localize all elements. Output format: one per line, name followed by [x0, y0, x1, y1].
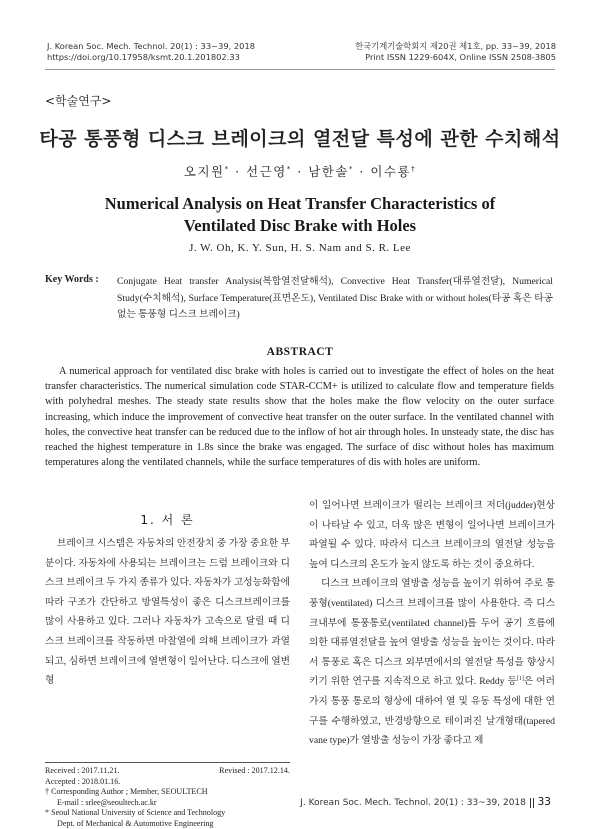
author-separator: · [291, 164, 309, 179]
author-name: 선근영 [246, 164, 287, 179]
footer-separator [530, 798, 531, 808]
title-korean: 타공 통풍형 디스크 브레이크의 열전달 특성에 관한 수치해석 [39, 128, 561, 150]
revised-date: Revised : 2017.12.14. [219, 766, 290, 775]
section-heading-introduction: 1. 서 론 [140, 513, 195, 527]
body-text-left-column: 브레이크 시스템은 자동차의 안전장치 중 가장 중요한 부분이다. 자동차에 사용되는 브레이크는 드럼 브레이크와 디스크 브레이크 두 가지 종류가 있다. 자동차가 고성능화함에 따라 구조가 간단하고 방열특성이 좋은 디스크브레이크를 많이 사용하고 있다. 그러나 자동차가 고속으로 달릴 때 디스크 브레이크를 작동하면 마찰열에 의해 브레이크가 과열되고, 심하면 브레이크에 열변형이 일어난다. 디스크에 열변형 [45, 538, 290, 687]
body-text-right-column [309, 496, 555, 751]
author-name: 오지원 [183, 164, 225, 179]
header-divider [45, 69, 555, 70]
running-header-right [355, 41, 556, 63]
author-name: 남한솔 [308, 164, 349, 179]
accepted-date: Accepted : 2018.01.16. [45, 776, 121, 786]
title-english-line: Numerical Analysis on Heat Transfer Characteristics of [104, 194, 496, 213]
footer-separator [533, 798, 534, 808]
received-date [45, 766, 290, 776]
authors-korean [0, 162, 600, 180]
author-separator: · [353, 164, 371, 179]
title-english-line: Ventilated Disc Brake with Holes [183, 216, 417, 235]
footer-journal: J. Korean Soc. Mech. Technol. 20(1) : 33~39, 2018 [300, 798, 526, 808]
running-header-left [47, 41, 255, 63]
abstract-heading: ABSTRACT [266, 346, 334, 358]
author-separator: · [229, 164, 247, 179]
doi-link[interactable]: https://doi.org/10.17958/ksmt.20.1.201802.33 [47, 52, 240, 62]
paragraph: 이 일어나면 브레이크가 떨리는 브레이크 저더(judder)현상이 나타날 수 있고, 더욱 많은 변형이 일어나면 브레이크가 파열될 수 있다. 따라서 디스크 브레이크의 열전달 성능을 높여 디스크의 온도가 높지 않도록 하는 것이 중요하다. [309, 500, 555, 570]
paragraph-text: 은 여러 가지 통풍 통로의 형상에 대하여 열 및 유동 특성에 대한 연구를 수행하였고, 반경방향으로 테이퍼진 날개형태(tapered vane type)가 열방출 성능이 가장 좋다고 제 [309, 676, 555, 747]
keywords-label: Key Words : [45, 274, 99, 285]
author-mark: * [348, 164, 354, 173]
issn-line: Print ISSN 1229-604X, Online ISSN 2508-3805 [365, 52, 556, 62]
footnote-divider [45, 762, 290, 763]
authors-english: J. W. Oh, K. Y. Sun, H. S. Nam and S. R. Lee [189, 242, 411, 254]
paragraph [309, 574, 555, 750]
title-english [0, 193, 600, 237]
author-mark: * [286, 164, 292, 173]
author-mark: * [224, 164, 230, 173]
received-label: Received : 2017.11.21. [45, 766, 120, 775]
citation-ref[interactable]: [1] [516, 676, 524, 683]
abstract-body: A numerical approach for ventilated disc brake with holes is carried out to investigate the effect of holes on the heat transfer characteristics. The numerical simulation code STAR-CCM+ is utilized to calculate flow and temperature fields with polyhedral meshes. The steady state results show that the holes make the flow velocity on the outer surface increasing, which induce the improvement of convective heat transfer on the outer surface. In the ventilated channel with holes, the convective heat transfer can be reduced due to the inflow of hot air through holes. In unsteady state, the disc has reached the highest temperature in 1.8s since the brake was engaged. The surface of disc without holes has maximum temperatures along the ventilated channels, while the surface temperatures of dis with holes are uniform. [45, 366, 554, 469]
keywords-text: Conjugate Heat transfer Analysis(복합열전달해석), Convective Heat Transfer(대류열전달), Numerical Study(수치해석), Surface Temperature(표면온도), Ventilated Disc Brake with or without holes(타공 혹은 타공 없는 통풍형 디스크 브레이크) [117, 276, 553, 320]
author-email[interactable]: E-mail : srlee@seoultech.ac.kr [57, 797, 157, 807]
corresponding-author-note: † Corresponding Author ; Member, SEOULTECH [45, 787, 208, 796]
affiliation-department: Dept. of Mechanical & Automotive Engineering [57, 818, 214, 828]
page-number: 33 [537, 796, 551, 808]
section-tag: <학술연구> [45, 94, 112, 108]
journal-citation-korean: 한국기계기술학회지 제20권 제1호, pp. 33~39, 2018 [355, 41, 556, 51]
author-mark: † [411, 164, 417, 173]
paragraph-text: 디스크 브레이크의 열방출 성능을 높이기 위하여 주로 통풍형(ventilated) 디스크 브레이크를 많이 사용한다. 즉 디스크내부에 통풍통로(ventilated channel)를 두어 공기 흐름에 의한 대류열전달을 높여 열방출 성능을 높이는 것이다. 따라서 통풍로 혹은 디스크 외부면에서의 열전달 특성을 향상시키기 위한 연구를 지속적으로 하고 있다. Reddy 등 [309, 578, 555, 688]
author-name: 이수룡 [370, 164, 412, 179]
journal-citation: J. Korean Soc. Mech. Technol. 20(1) : 33~39, 2018 [47, 41, 256, 51]
affiliation-line: * Seoul National University of Science and Technology [45, 808, 226, 817]
page-footer [300, 796, 551, 808]
